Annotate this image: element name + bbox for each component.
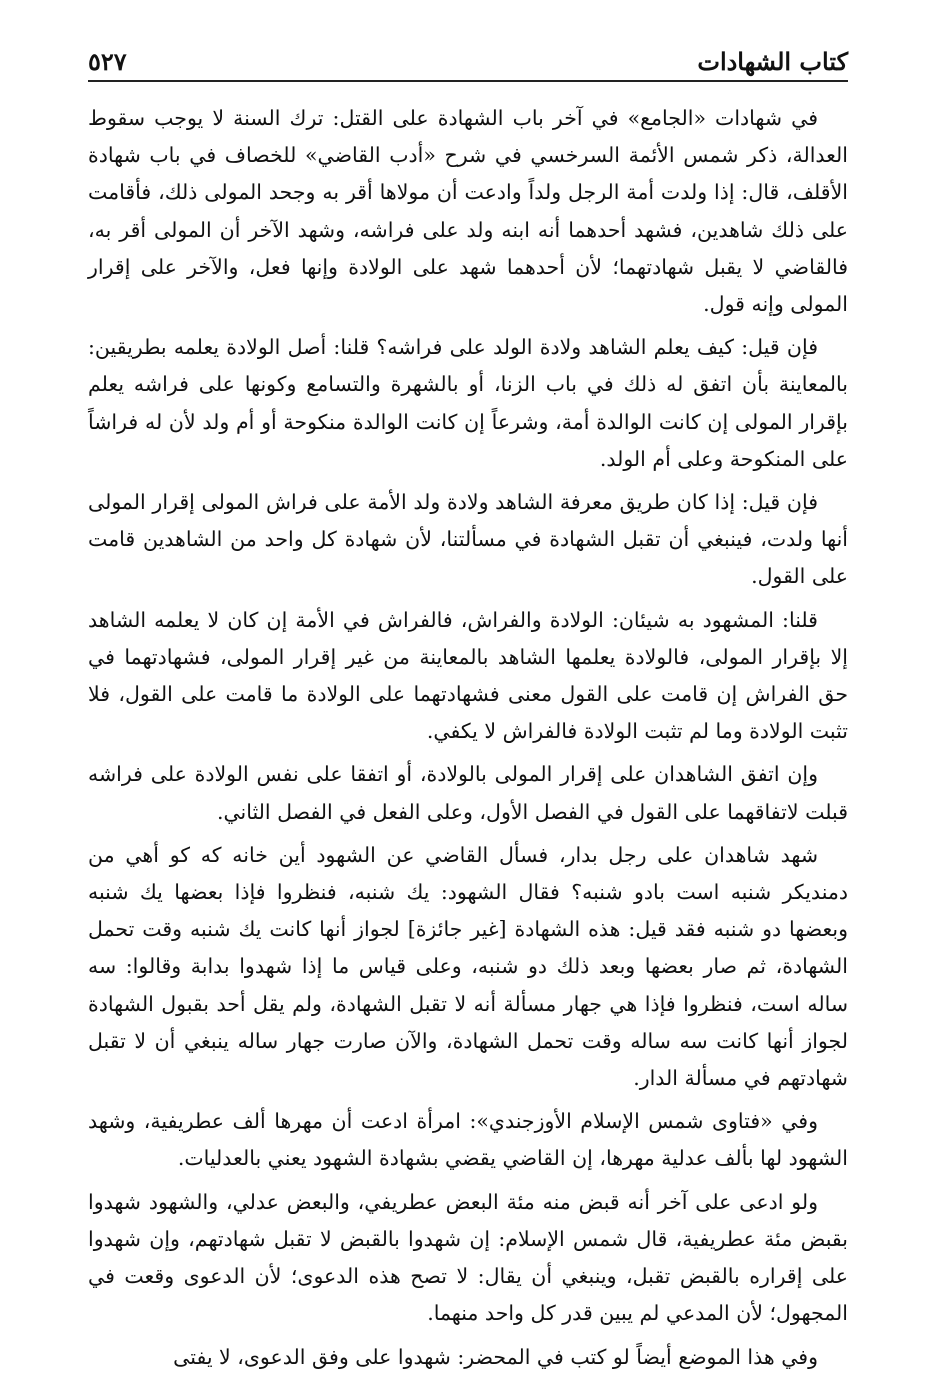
paragraph: وفي هذا الموضع أيضاً لو كتب في المحضر: شهدوا على وفق الدعوى، لا يفتى [173,1344,818,1369]
paragraph: فإن قيل: إذا كان طريق معرفة الشاهد ولادة ولد الأمة على فراش المولى إقرار المولى أنها ولدت، فينبغي أن تقبل الشهادة في مسألتنا، لأن شهادة كل واحد من الشاهدين قامت على القول. [88,490,848,589]
paragraph: ولو ادعى على آخر أنه قبض منه مئة البعض عطريفي، والبعض عدلي، والشهود شهدوا بقبض مئة عطريفية، قال شمس الإسلام: إن شهدوا بالقبض لا تقبل شهادتهم، وإن شهدوا على إقراره بالقبض تقبل، وينبغي أن يقال: لا تصح هذه الدعوى؛ لأن الدعوى وقعت في المجهول؛ لأن المدعي لم يبين قدر كل واحد منهما. [88,1189,848,1326]
body-text [88,100,848,1376]
paragraph: وإن اتفق الشاهدان على إقرار المولى بالولادة، أو اتفقا على نفس الولادة على فراشه قبلت لاتفاقهما على القول في الفصل الأول، وعلى الفعل في الفصل الثاني. [88,762,848,824]
paragraph: فإن قيل: كيف يعلم الشاهد ولادة الولد على فراشه؟ قلنا: أصل الولادة يعلمه بطريقين: بالمعاينة بأن اتفق له ذلك في باب الزنا، أو بالشهرة والتسامع وكونها على فراشه يعلم بإقرار المولى إن كانت الوالدة أمة، وشرعاً إن كانت الوالدة منكوحة أو أم ولد لأن له فراشاً على المنكوحة وعلى أم الولد. [88,335,848,471]
page-header [88,36,848,82]
running-title: كتاب الشهادات [697,47,848,76]
page-number: ٥٢٧ [88,47,127,76]
paragraph: شهد شاهدان على رجل بدار، فسأل القاضي عن الشهود أين خانه كه كو أهي من دمنديكر شنبه است بادو شنبه؟ فقال الشهود: يك شنبه، فنظروا فإذا بعضها يك شنبه وبعضها دو شنبه فقد قيل: هذه الشهادة [غير جائزة] لجواز أنها كانت يك شنبه وقت تحمل الشهادة، ثم صار بعضها وبعد ذلك دو شنبه، وعلى قياس ما إذا شهدوا بدابة وقالوا: سه ساله است، فنظروا فإذا هي جهار مسألة أنه لا تقبل الشهادة، ولم يقل أحد بقبول الشهادة لجواز أنها كانت سه ساله وقت تحمل الشهادة، والآن صارت جهار ساله ينبغي أن لا تقبل شهادتهم في مسألة الدار. [88,842,848,1091]
paragraph: في شهادات «الجامع» في آخر باب الشهادة على القتل: ترك السنة لا يوجب سقوط العدالة، ذكر شمس الأئمة السرخسي في شرح «أدب القاضي» للخصاف في باب شهادة الأقلف، قال: إذا ولدت أمة الرجل ولداً وادعت أن مولاها أقر به وجحد المولى ذلك، فأقامت على ذلك شاهدين، فشهد أحدهما أنه ابنه ولد على فراشه، وشهد الآخر أن المولى أقر به، فالقاضي لا يقبل شهادتهما؛ لأن أحدهما شهد على الولادة وإنها فعل، والآخر على إقرار المولى وإنه قول. [88,106,848,317]
paragraph: قلنا: المشهود به شيئان: الولادة والفراش، فالفراش في الأمة إن كان لا يعلمه الشاهد إلا بإقرار المولى، فالولادة يعلمها الشاهد بالمعاينة من غير إقرار المولى، فشهادتهما في حق الفراش إن قامت على القول معنى فشهادتهما على الولادة ما قامت على القول، فلا تثبت الولادة وما لم تثبت الولادة فالفراش لا يكفي. [88,607,848,744]
paragraph: وفي «فتاوى شمس الإسلام الأوزجندي»: امرأة ادعت أن مهرها ألف عطريفية، وشهد الشهود لها بألف عدلية مهرها، إن القاضي يقضي بشهادة الشهود يعني بالعدليات. [88,1109,848,1171]
